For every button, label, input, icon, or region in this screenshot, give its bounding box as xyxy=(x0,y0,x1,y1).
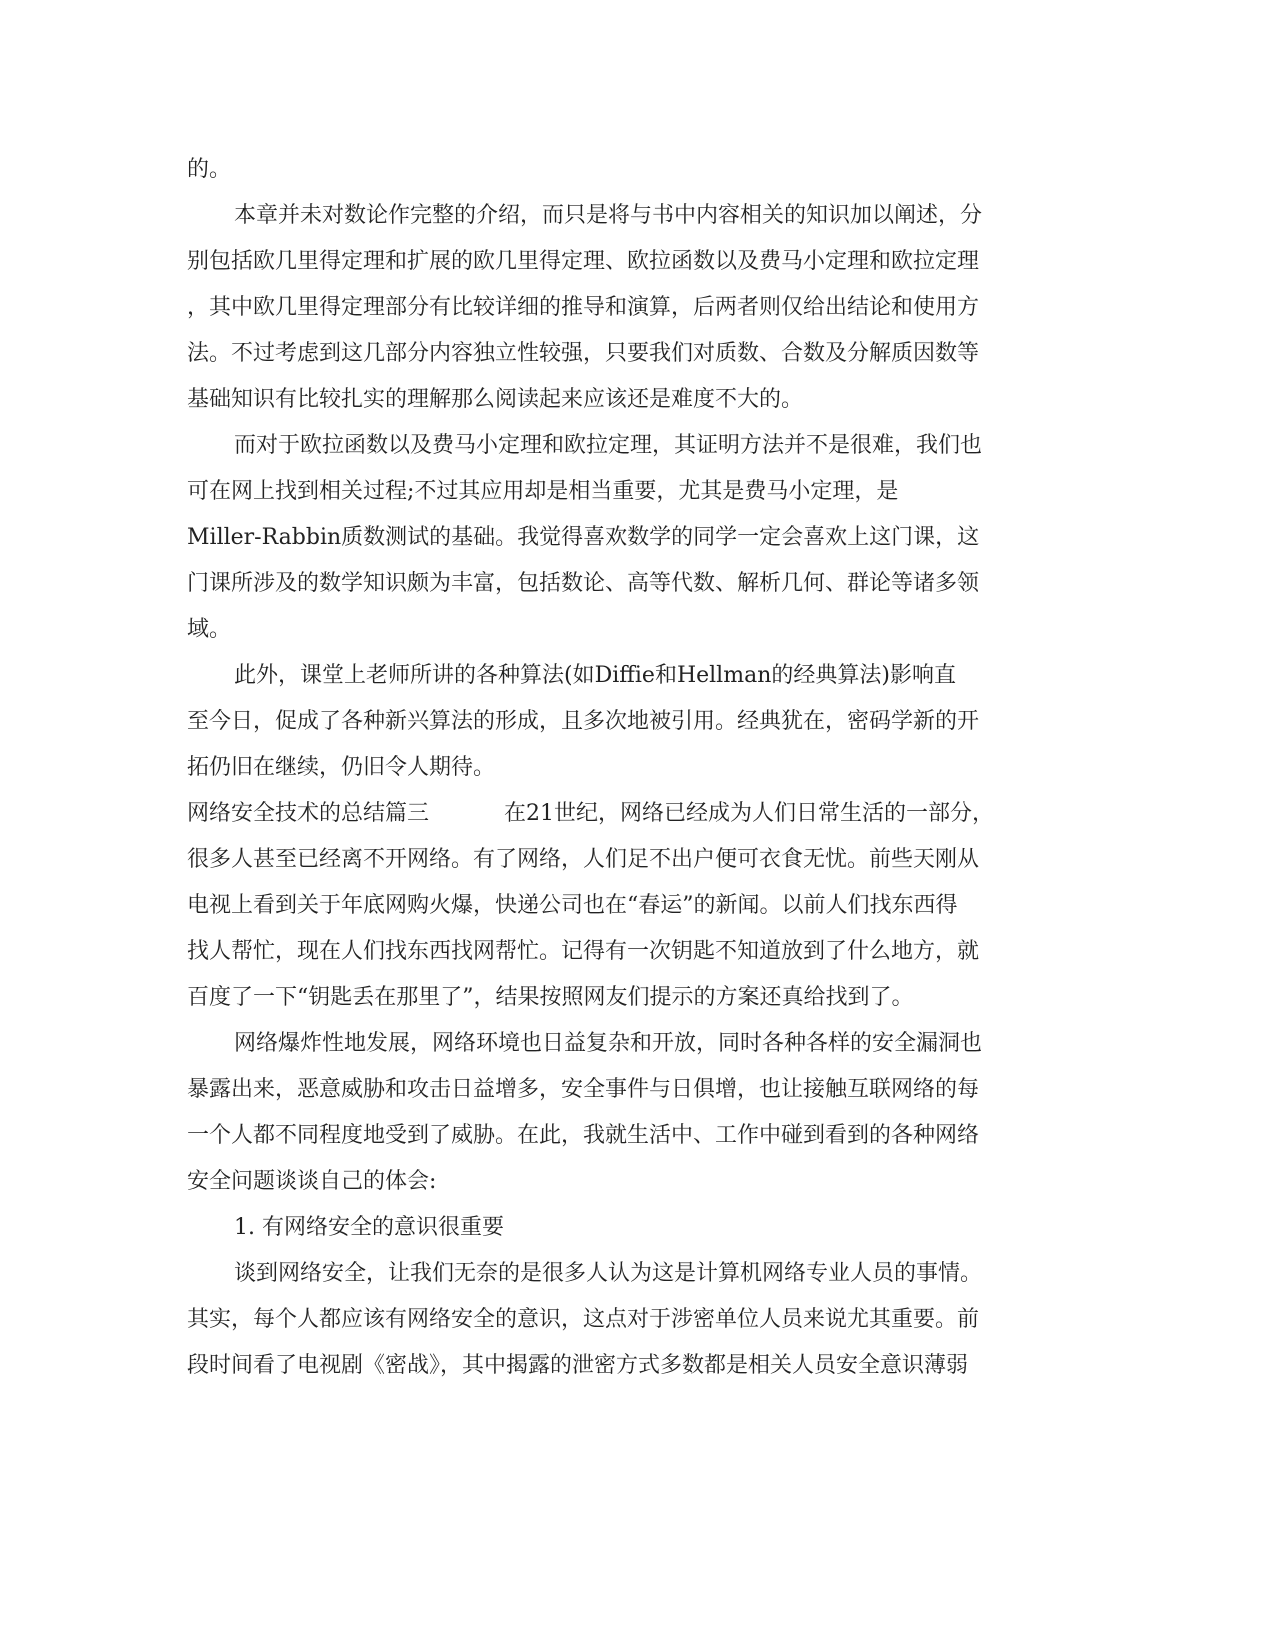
text-line xyxy=(0,1346,1275,1386)
paragraph-text: 段时间看了电视剧《密战》，其中揭露的泄密方式多数都是相关人员安全意识薄弱 xyxy=(187,1353,969,1378)
paragraph-text: 安全问题谈谈自己的体会: xyxy=(187,1169,437,1194)
text-line xyxy=(0,242,1275,282)
paragraph-text: 别包括欧几里得定理和扩展的欧几里得定理、欧拉函数以及费马小定理和欧拉定理 xyxy=(187,249,980,274)
text-line xyxy=(0,1116,1275,1156)
text-line xyxy=(0,702,1275,742)
text-line xyxy=(0,196,1275,236)
text-line xyxy=(0,886,1275,926)
text-line xyxy=(0,1300,1275,1340)
paragraph-text: 百度了一下“钥匙丢在那里了”，结果按照网友们提示的方案还真给找到了。 xyxy=(187,985,914,1010)
text-line xyxy=(0,288,1275,328)
paragraph-end: 的。 xyxy=(187,157,232,182)
paragraph-text: 找人帮忙，现在人们找东西找网帮忙。记得有一次钥匙不知道放到了什么地方，就 xyxy=(187,939,980,964)
text-line xyxy=(0,472,1275,512)
paragraph-text: 电视上看到关于年底网购火爆，快递公司也在“春运”的新闻。以前人们找东西得 xyxy=(187,893,958,918)
text-line xyxy=(0,748,1275,788)
paragraph-start: 谈到网络安全，让我们无奈的是很多人认为这是计算机网络专业人员的事情。 xyxy=(234,1261,983,1286)
text-line xyxy=(0,1162,1275,1202)
text-line xyxy=(0,1024,1275,1064)
paragraph-start: 本章并未对数论作完整的介绍，而只是将与书中内容相关的知识加以阐述，分 xyxy=(234,203,983,228)
section-heading: 网络安全技术的总结篇三 xyxy=(187,801,430,826)
text-line xyxy=(0,564,1275,604)
paragraph-start: 在21世纪，网络已经成为人们日常生活的一部分， xyxy=(504,801,994,826)
paragraph-text: Miller-Rabbin质数测试的基础。我觉得喜欢数学的同学一定会喜欢上这门课，这 xyxy=(187,525,980,550)
paragraph-text: 暴露出来，恶意威胁和攻击日益增多，安全事件与日俱增，也让接触互联网络的每 xyxy=(187,1077,980,1102)
paragraph-text: 域。 xyxy=(187,617,232,642)
text-line xyxy=(0,840,1275,880)
paragraph-start: 网络爆炸性地发展，网络环境也日益复杂和开放，同时各种各样的安全漏洞也 xyxy=(234,1031,983,1056)
paragraph-text: 拓仍旧在继续，仍旧令人期待。 xyxy=(187,755,496,780)
paragraph-text: 法。不过考虑到这几部分内容独立性较强，只要我们对质数、合数及分解质因数等 xyxy=(187,341,980,366)
text-line xyxy=(0,978,1275,1018)
text-line xyxy=(0,610,1275,650)
paragraph-text: 基础知识有比较扎实的理解那么阅读起来应该还是难度不大的。 xyxy=(187,387,804,412)
text-line xyxy=(0,426,1275,466)
numbered-subheading: 1. 有网络安全的意识很重要 xyxy=(234,1215,504,1240)
paragraph-text: 门课所涉及的数学知识颇为丰富，包括数论、高等代数、解析几何、群论等诸多领 xyxy=(187,571,980,596)
paragraph-text: 一个人都不同程度地受到了威胁。在此，我就生活中、工作中碰到看到的各种网络 xyxy=(187,1123,980,1148)
text-line xyxy=(0,518,1275,558)
text-line xyxy=(0,150,1275,190)
text-line xyxy=(0,1254,1275,1294)
text-line xyxy=(0,932,1275,972)
paragraph-start: 而对于欧拉函数以及费马小定理和欧拉定理，其证明方法并不是很难，我们也 xyxy=(234,433,983,458)
text-line xyxy=(0,1208,1275,1248)
text-line xyxy=(0,794,1275,834)
paragraph-text: 可在网上找到相关过程;不过其应用却是相当重要，尤其是费马小定理，是 xyxy=(187,479,899,504)
text-line xyxy=(0,380,1275,420)
text-line xyxy=(0,1070,1275,1110)
paragraph-text: 其实，每个人都应该有网络安全的意识，这点对于涉密单位人员来说尤其重要。前 xyxy=(187,1307,980,1332)
text-line xyxy=(0,656,1275,696)
paragraph-start: 此外，课堂上老师所讲的各种算法(如Diffie和Hellman的经典算法)影响直 xyxy=(234,663,956,688)
paragraph-text: ，其中欧几里得定理部分有比较详细的推导和演算，后两者则仅给出结论和使用方 xyxy=(187,295,980,320)
paragraph-text: 很多人甚至已经离不开网络。有了网络，人们足不出户便可衣食无忧。前些天刚从 xyxy=(187,847,980,872)
text-line xyxy=(0,334,1275,374)
paragraph-text: 至今日，促成了各种新兴算法的形成，且多次地被引用。经典犹在，密码学新的开 xyxy=(187,709,980,734)
